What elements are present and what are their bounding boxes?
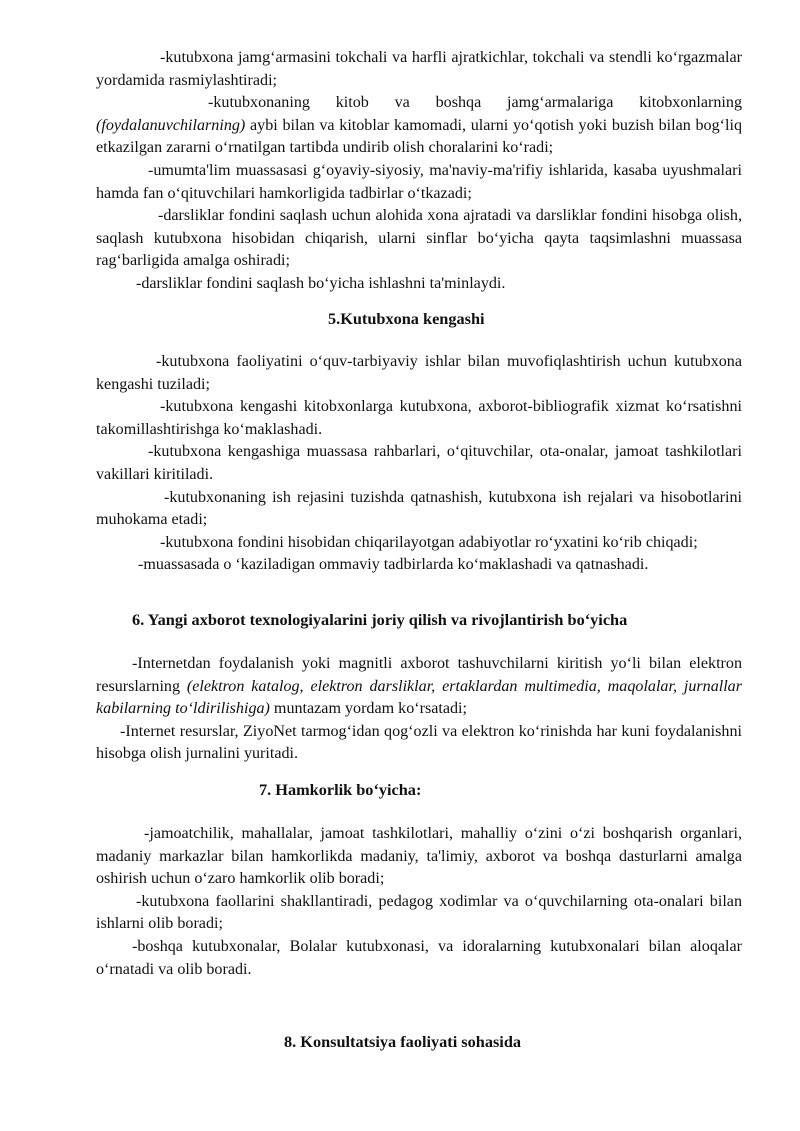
cooperation-section [96, 823, 742, 981]
text-run: -kutubxonaning ish rejasini tuzishda qatnashish, kutubxona ish rejalari va hisobotlarini muhokama etadi; [96, 488, 742, 529]
paragraph [96, 936, 742, 981]
paragraph [96, 396, 742, 441]
text-run: -Internet resurslar, ZiyoNet tarmog‘idan qog‘ozli va elektron ko‘rinishda har kuni foydalanishni hisobga olish jurnalini yuritadi. [96, 722, 742, 763]
text-run: -boshqa kutubxonalar, Bolalar kutubxonasi, va idoralarning kutubxonalari bilan aloqalar o‘rnatadi va olib boradi. [96, 937, 742, 978]
italic-text: (foydalanuvchilarning) [96, 116, 246, 134]
text-run: -kutubxona kengashi kitobxonlarga kutubxona, axborot-bibliografik xizmat ko‘rsatishni takomillashtirishga ko‘maklashadi. [96, 398, 742, 438]
text-run: muntazam yordam ko‘rsatadi; [269, 700, 467, 718]
it-section [96, 653, 742, 766]
section-heading-7: 7. Hamkorlik bo‘yicha: [259, 780, 422, 799]
paragraph [96, 554, 742, 577]
paragraph [96, 823, 742, 891]
text-run: -umumta'lim muassasasi g‘oyaviy-siyosiy, ma'naviy-ma'rifiy ishlarida, kasaba uyushmalari hamda fan o‘qituvchilari hamkorligida tadbirlar o‘tkazadi; [96, 161, 742, 202]
paragraph [96, 441, 742, 486]
paragraph [96, 160, 742, 205]
section-heading-5: 5.Kutubxona kengashi [328, 309, 485, 328]
text-run: -jamoatchilik, mahallalar, jamoat tashkilotlari, mahalliy o‘zini o‘zi boshqarish organlari, madaniy markazlar bilan hamkorlikda madaniy, ta'limiy, axborot va boshqa dasturlarni amalga oshirish uchun o‘zaro hamkorlik olib boradi; [96, 825, 742, 888]
text-run: -darsliklar fondini saqlash uchun alohida xona ajratadi va darsliklar fondini hisobga olish, saqlash kutubxona hisobidan chiqarish, ularni sinflar bo‘yicha qayta taqsimlashni muassasa rag‘barligida amalga oshiradi; [96, 207, 742, 270]
paragraph [96, 487, 742, 532]
paragraph [96, 92, 742, 160]
text-run: -Internetdan foydalanish yoki magnitli axborot tashuvchilarni kiritish yo‘li bilan elektron resurslarning [96, 655, 742, 695]
text-run: -darsliklar fondini saqlash bo‘yicha ishlashni ta'minlaydi. [136, 274, 506, 292]
text-run: -kutubxona faollarini shakllantiradi, pedagog xodimlar va o‘quvchilarning ota-onalari bilan ishlarni olib boradi; [96, 892, 742, 933]
text-run: -kutubxona fondini hisobidan chiqarilayotgan adabiyotlar ro‘yxatini ko‘rib chiqadi; [160, 533, 698, 551]
paragraph [96, 721, 742, 766]
paragraph [96, 47, 742, 92]
paragraph [96, 532, 742, 555]
paragraph [96, 891, 742, 936]
section-heading-6: 6. Yangi axborot texnologiyalarini joriy qilish va rivojlantirish bo‘yicha [132, 610, 628, 629]
library-council-section [96, 351, 742, 577]
text-run: -kutubxonaning kitob va boshqa jamg‘armalariga kitobxonlarning [208, 94, 742, 112]
italic-text: (elektron katalog, elektron darsliklar, ertaklardan multimedia, maqolalar, jurnallar kabilarning to‘ldirilishiga) [96, 677, 742, 718]
section-heading-8: 8. Konsultatsiya faoliyati sohasida [284, 1032, 522, 1051]
paragraph [96, 273, 742, 296]
intro-section [96, 47, 742, 296]
paragraph [96, 653, 742, 721]
text-run: -kutubxona faoliyatini o‘quv-tarbiyaviy ishlar bilan muvofiqlashtirish uchun kutubxona kengashi tuziladi; [96, 353, 742, 393]
paragraph [96, 205, 742, 273]
text-run: aybi bilan va kitoblar kamomadi, ularni yo‘qotish yoki buzish bilan bog‘liq etkazilgan zararni o‘rnatilgan tartibda undirib olish choralarini ko‘radi; [96, 116, 742, 157]
text-run: -kutubxona kengashiga muassasa rahbarlari, o‘qituvchilar, ota-onalar, jamoat tashkilotlari vakillari kiritiladi. [96, 443, 742, 483]
paragraph [96, 351, 742, 396]
text-run: -muassasada o ‘kaziladigan ommaviy tadbirlarda ko‘maklashadi va qatnashadi. [138, 556, 649, 574]
text-run: -kutubxona jamg‘armasini tokchali va harfli ajratkichlar, tokchali va stendli ko‘rgazmalar yordamida rasmiylashtiradi; [96, 49, 742, 89]
